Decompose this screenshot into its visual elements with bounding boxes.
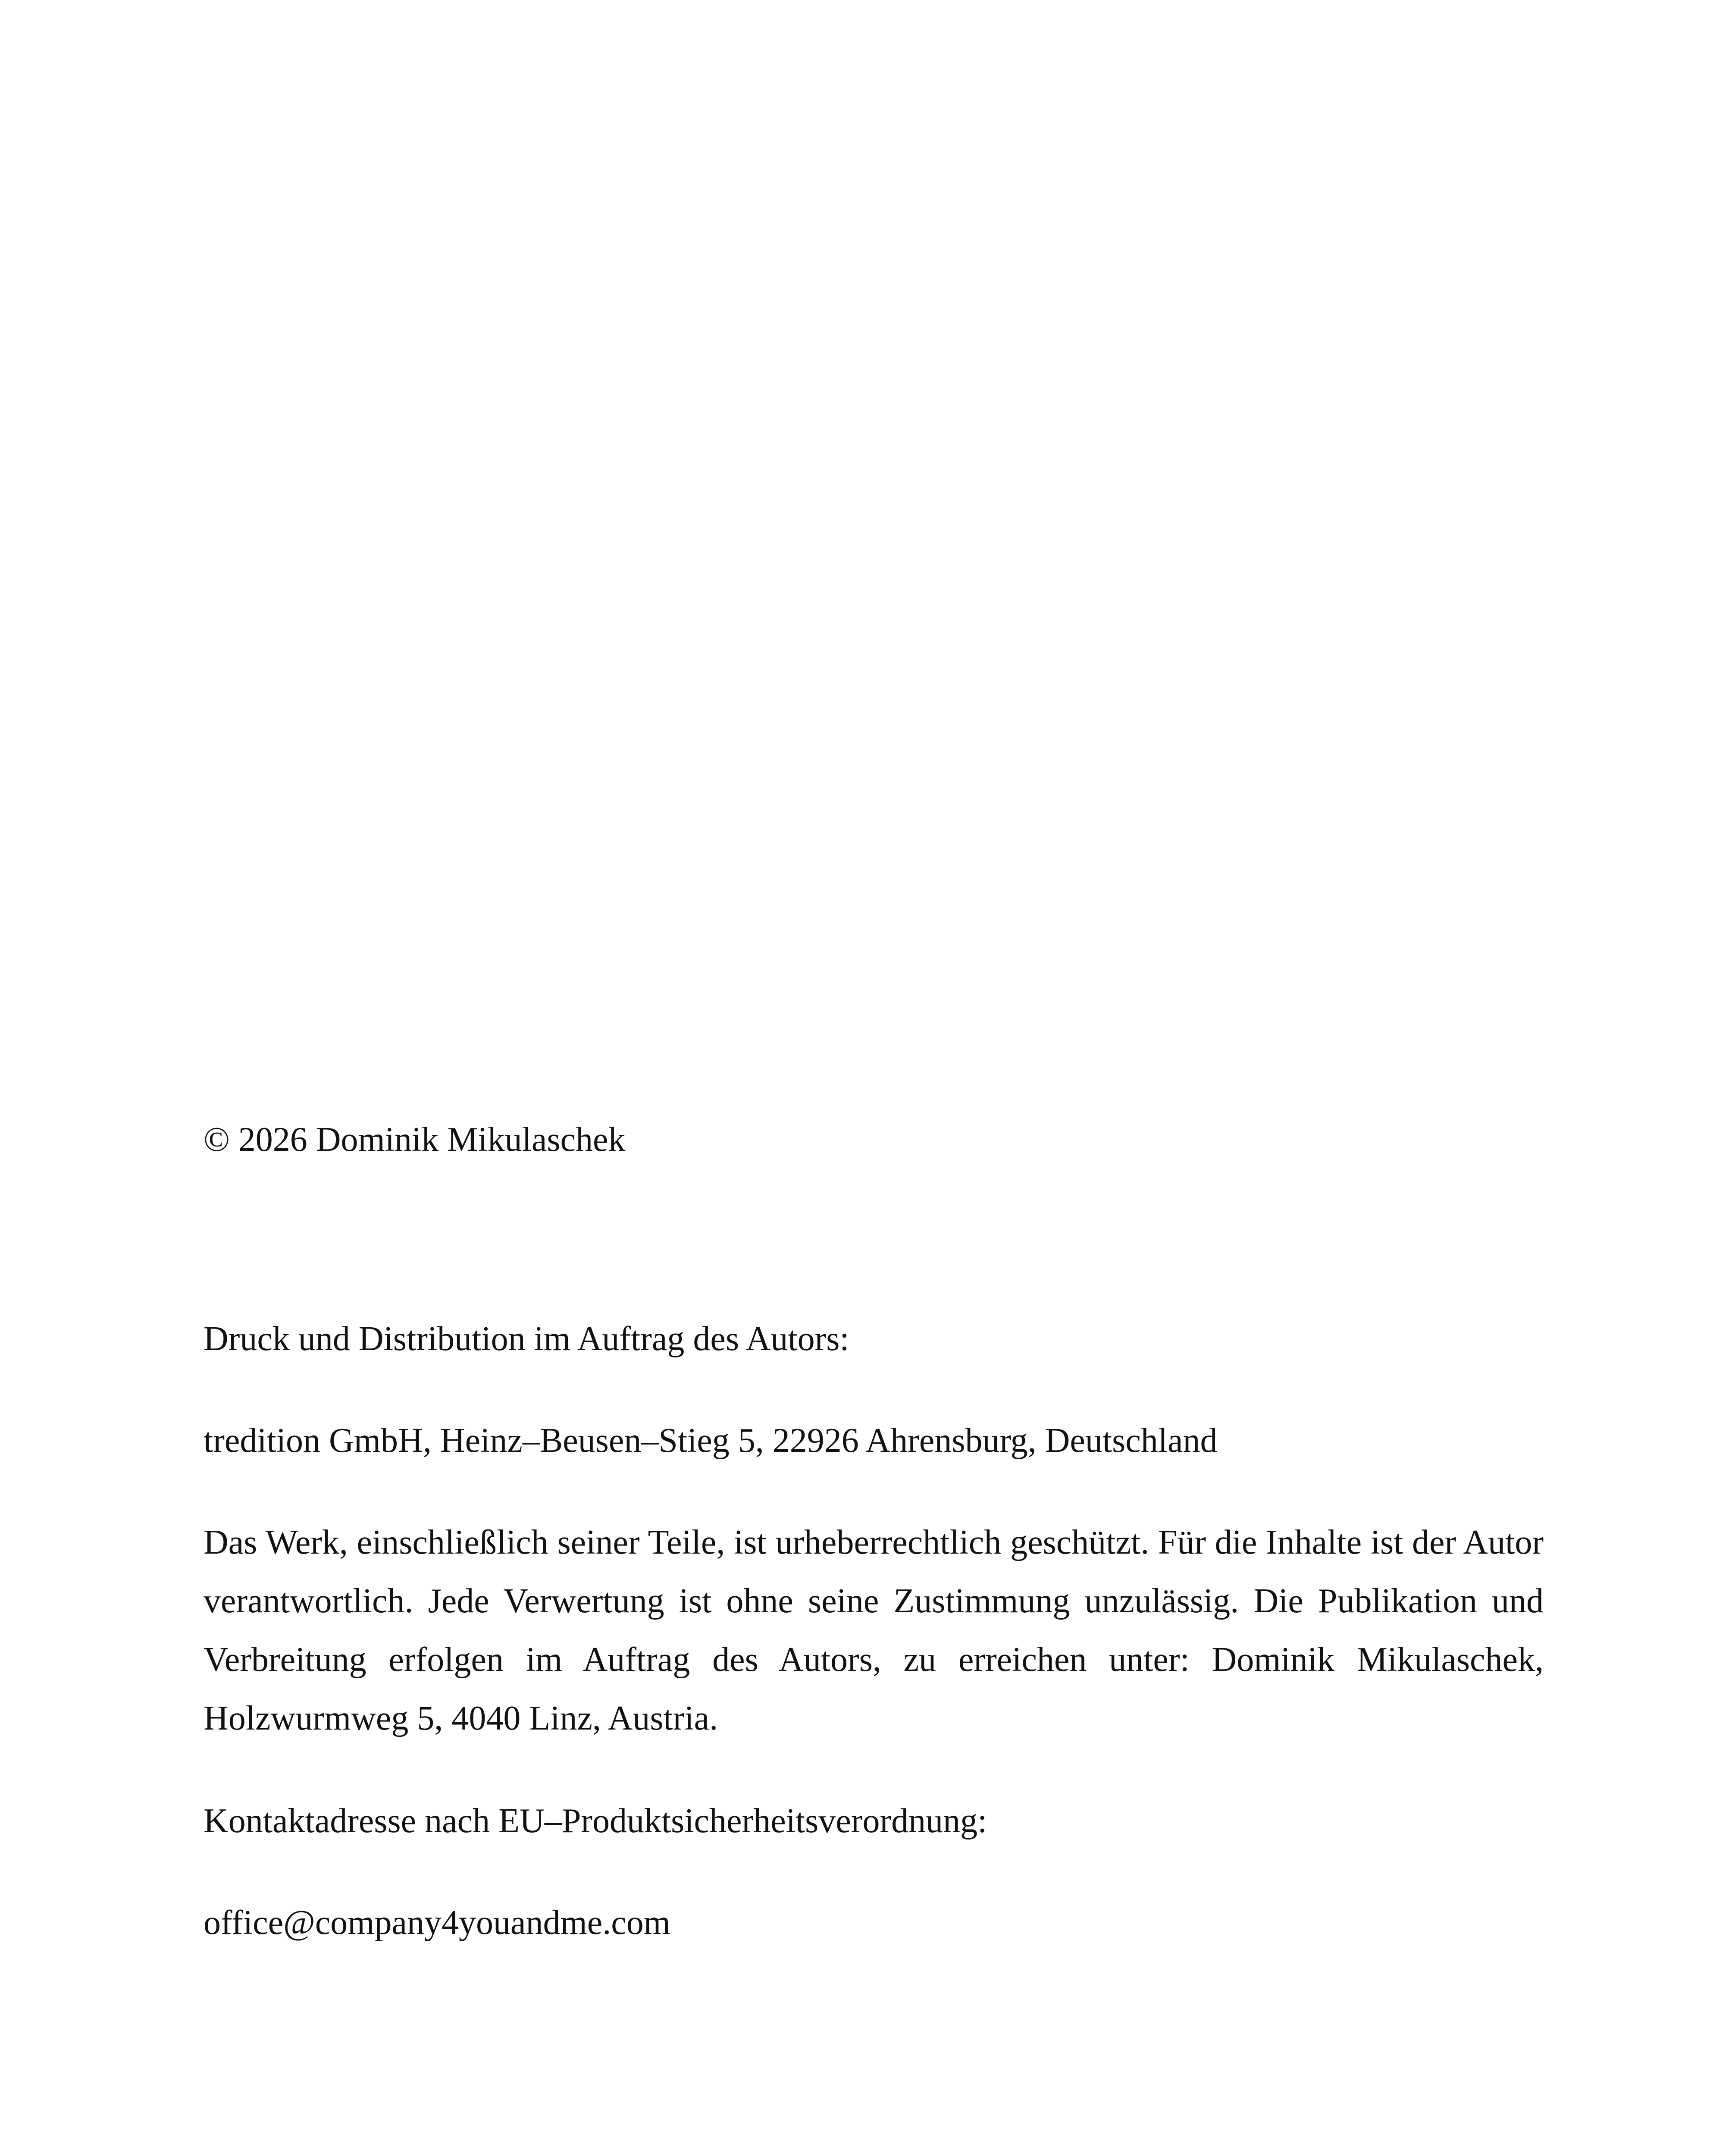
copyright-notice: © 2026 Dominik Mikulaschek [204, 1121, 626, 1159]
imprint-block [204, 1110, 1544, 1952]
contact-email: office@company4youandme.com [204, 1904, 670, 1942]
publisher-address: tredition GmbH, Heinz–Beusen–Stieg 5, 22926 Ahrensburg, Deutschland [204, 1422, 1218, 1460]
legal-notice: Das Werk, einschließlich seiner Teile, ist urheberrechtlich geschützt. Für die Inhalte ist der Autor verantwortlich. Jede Verwertung ist ohne seine Zustimmung unzulässig. Die Publikation und Verbreitung erfolgen im Auftrag des Autors, zu erreichen unter: Dominik Mikulaschek, Holzwurmweg 5, 4040 Linz, Austria. [204, 1523, 1544, 1737]
contact-label: Kontaktadresse nach EU–Produktsicherheitsverordnung: [204, 1802, 987, 1840]
distribution-label: Druck und Distribution im Auftrag des Autors: [204, 1320, 849, 1358]
